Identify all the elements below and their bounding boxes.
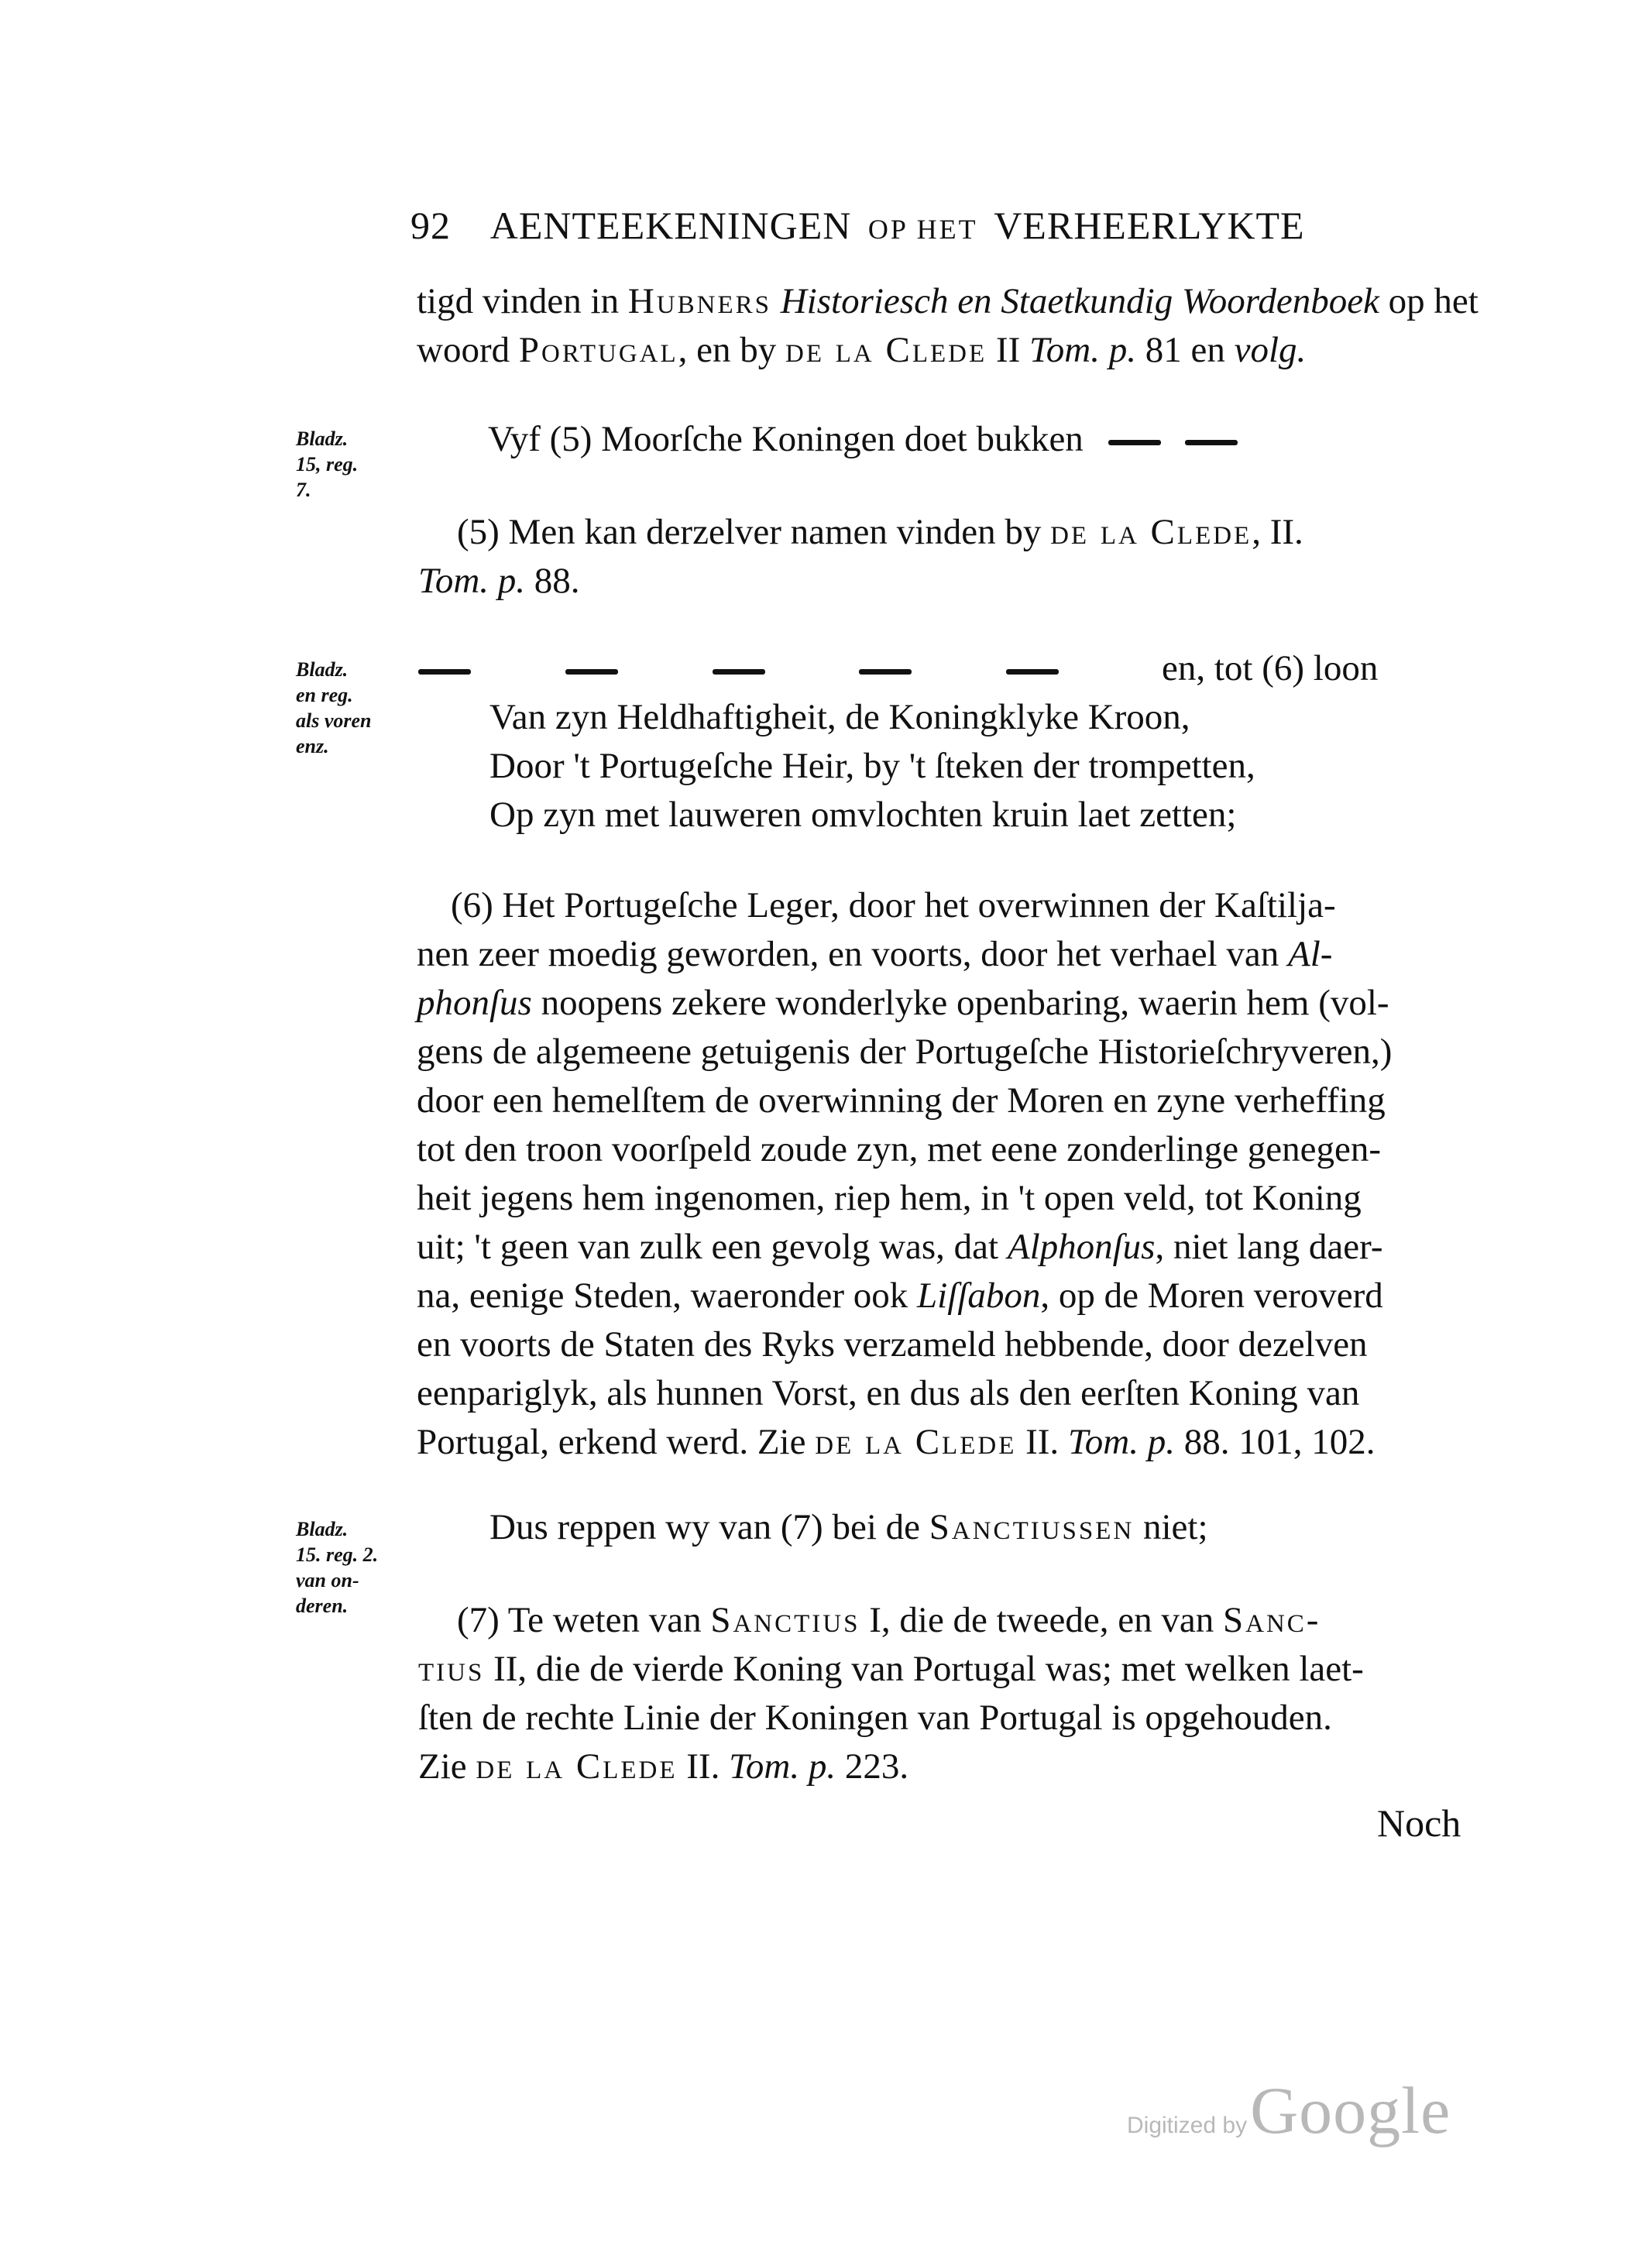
note-7-line-2: tius II, die de vierde Koning van Portugal was; met welken laet- [418,1649,1364,1689]
verse-6-end: en, tot (6) loon [1162,648,1379,688]
dash [1108,440,1161,445]
note-6-line-12: Portugal, erkend werd. Zie de la Clede II. Tom. p. 88. 101, 102. [417,1422,1376,1462]
verse-6-line-2: Van zyn Heldhaftigheit, de Koningklyke Kroon, [489,697,1190,737]
verse-6-line-4: Op zyn met lauweren omvlochten kruin laet zetten; [489,795,1237,835]
verse-6-line-3: Door 't Portugeſche Heir, by 't ſteken der trompetten, [489,746,1255,786]
header-title-2: OP HET [867,214,978,245]
note-6-line-5: door een hemelſtem de overwinning der Moren en zyne verheffing [417,1080,1386,1121]
catchword: Noch [1377,1801,1461,1845]
page-number: 92 [410,204,451,247]
intro-line-1: tigd vinden in Hubners Historiesch en Staetkundig Woordenboek op het [417,281,1479,321]
digitized-watermark [1127,2072,1451,2149]
note-6-line-1: (6) Het Portugeſche Leger, door het overwinnen der Kaſtilja- [451,885,1336,925]
header-title-1: AENTEEKENINGEN [489,204,852,247]
note-7-line-3: ſten de rechte Linie der Koningen van Portugal is opgehouden. [418,1698,1332,1738]
google-logo: Google [1250,2073,1451,2148]
note-6-line-4: gens de algemeene getuigenis der Portugeſche Historieſchryveren,) [417,1032,1393,1072]
note-5-line-2: Tom. p. 88. [418,561,580,601]
header-title-3: VERHEERLYKTE [994,204,1305,247]
dash [1185,440,1238,445]
note-6-line-3: phonſus noopens zekere wonderlyke openbaring, waerin hem (vol- [417,983,1389,1023]
note-7-line-4: Zie de la Clede II. Tom. p. 223. [418,1746,909,1787]
intro-line-2: woord Portugal, en by de la Clede II Tom. p. 81 en volg. [417,330,1307,370]
note-6-line-7: heit jegens hem ingenomen, riep hem, in 't open veld, tot Koning [417,1178,1362,1218]
verse-6-line-1 [418,647,1059,689]
note-6-line-9: na, eenige Steden, waeronder ook Liſſabon, op de Moren veroverd [417,1276,1383,1316]
note-7-line-1: (7) Te weten van Sanctius I, die de tweede, en van Sanc- [457,1600,1321,1640]
watermark-prefix: Digitized by [1127,2113,1248,2138]
margin-note-3: Bladz. 15. reg. 2. van on- deren. [296,1518,379,1617]
note-6-line-6: tot den troon voorſpeld zoude zyn, met eene zonderlinge genegen- [417,1129,1382,1169]
verse-5: Vyf (5) Moorſche Koningen doet bukken [488,418,1238,460]
margin-note-1: Bladz. 15, reg. 7. [296,427,359,501]
note-6-line-8: uit; 't geen van zulk een gevolg was, dat Alphonſus, niet lang daer- [417,1227,1383,1267]
note-5-line-1: (5) Men kan derzelver namen vinden by de la Clede, II. [457,512,1303,552]
running-header [410,203,1441,248]
note-6-line-10: en voorts de Staten des Ryks verzameld hebbende, door dezelven [417,1324,1368,1365]
note-6-line-11: eenpariglyk, als hunnen Vorst, en dus als den eerſten Koning van [417,1373,1360,1413]
verse-7: Dus reppen wy van (7) bei de Sanctiussen niet; [489,1507,1208,1547]
note-6-line-2: nen zeer moedig geworden, en voorts, door het verhael van Al- [417,934,1333,974]
margin-note-2: Bladz. en reg. als voren enz. [296,658,372,757]
